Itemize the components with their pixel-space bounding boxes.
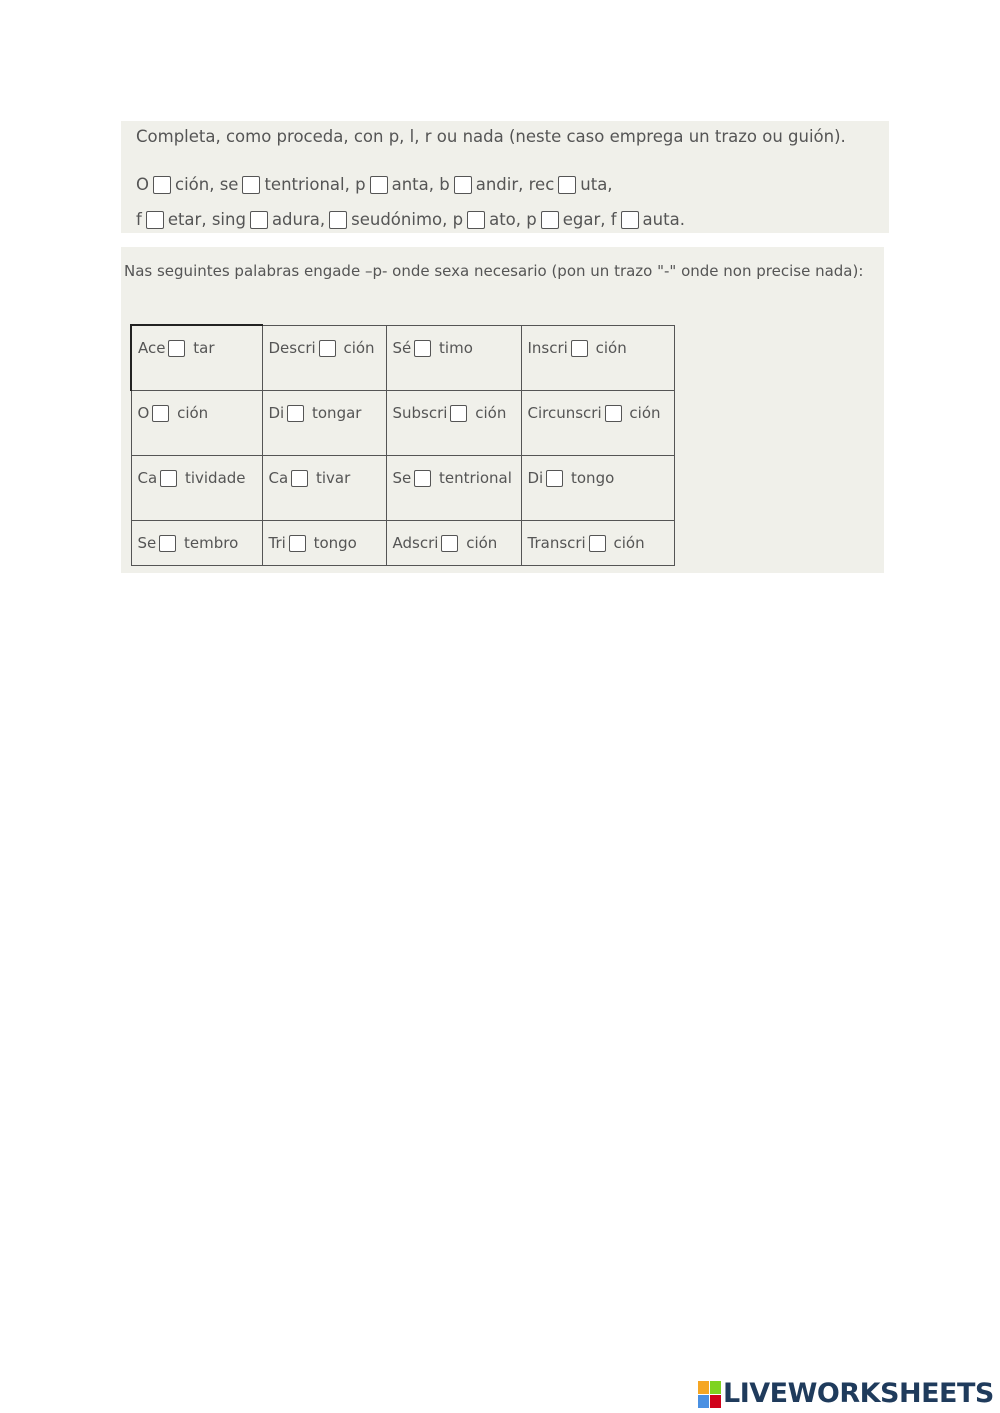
table-cell xyxy=(131,520,262,565)
table-row xyxy=(131,520,674,565)
word-table xyxy=(130,324,675,566)
word-suffix: ción xyxy=(629,403,661,422)
word-suffix: tentrional xyxy=(439,468,512,487)
answer-box[interactable] xyxy=(242,176,260,194)
answer-box[interactable] xyxy=(289,535,306,552)
answer-box[interactable] xyxy=(291,470,308,487)
line-text: ción, se xyxy=(175,175,239,194)
answer-box[interactable] xyxy=(571,340,588,357)
answer-box[interactable] xyxy=(414,340,431,357)
table-cell xyxy=(131,390,262,455)
table-cell xyxy=(521,325,674,390)
line-text: O xyxy=(136,175,149,194)
answer-box[interactable] xyxy=(605,405,622,422)
logo-text: LIVEWORKSHEETS xyxy=(723,1378,994,1409)
word-prefix: Adscri xyxy=(392,533,439,552)
word-suffix: tongo xyxy=(571,468,615,487)
word-prefix: Di xyxy=(527,468,544,487)
word-prefix: Tri xyxy=(268,533,286,552)
instruction-1: Completa, como proceda, con p, l, r ou nada (neste caso emprega un trazo ou guión). xyxy=(136,127,846,146)
line-text: adura, xyxy=(271,210,326,229)
table-row xyxy=(131,325,674,390)
word-suffix: ción xyxy=(343,338,375,357)
instruction-2: Nas seguintes palabras engade –p- onde sexa necesario (pon un trazo "-" onde non precise nada): xyxy=(124,262,864,280)
word-prefix: Transcri xyxy=(527,533,586,552)
word-suffix: timo xyxy=(439,338,473,357)
line-text: ato, p xyxy=(489,210,537,229)
table-cell xyxy=(262,455,386,520)
word-prefix: O xyxy=(137,403,150,422)
answer-box[interactable] xyxy=(589,535,606,552)
exercise-line-1 xyxy=(136,175,613,194)
line-text: tentrional, p xyxy=(264,175,366,194)
word-suffix: ción xyxy=(466,533,498,552)
answer-box[interactable] xyxy=(621,211,639,229)
answer-box[interactable] xyxy=(319,340,336,357)
line-text: anta, b xyxy=(391,175,450,194)
table-cell xyxy=(521,455,674,520)
word-suffix: ción xyxy=(177,403,209,422)
answer-box[interactable] xyxy=(467,211,485,229)
word-prefix: Se xyxy=(392,468,412,487)
line-text: f xyxy=(136,210,142,229)
line-text: auta. xyxy=(642,210,685,229)
word-prefix: Subscri xyxy=(392,403,448,422)
answer-box[interactable] xyxy=(159,535,176,552)
table-cell xyxy=(521,520,674,565)
word-prefix: Inscri xyxy=(527,338,568,357)
word-suffix: ción xyxy=(475,403,507,422)
word-suffix: tembro xyxy=(184,533,239,552)
word-prefix: Descri xyxy=(268,338,316,357)
table-cell xyxy=(386,390,521,455)
word-suffix: tongar xyxy=(312,403,362,422)
word-prefix: Circunscri xyxy=(527,403,602,422)
answer-box[interactable] xyxy=(168,340,185,357)
line-text: seudónimo, p xyxy=(351,210,464,229)
line-text: uta, xyxy=(580,175,613,194)
exercise-panel-2 xyxy=(121,247,884,573)
answer-box[interactable] xyxy=(454,176,472,194)
answer-box[interactable] xyxy=(441,535,458,552)
answer-box[interactable] xyxy=(153,176,171,194)
answer-box[interactable] xyxy=(329,211,347,229)
answer-box[interactable] xyxy=(287,405,304,422)
word-suffix: tongo xyxy=(313,533,357,552)
logo-mark-icon xyxy=(698,1381,720,1407)
table-cell xyxy=(386,455,521,520)
answer-box[interactable] xyxy=(146,211,164,229)
answer-box[interactable] xyxy=(160,470,177,487)
table-row xyxy=(131,390,674,455)
word-prefix: Sé xyxy=(392,338,412,357)
line-text: etar, sing xyxy=(167,210,246,229)
answer-box[interactable] xyxy=(414,470,431,487)
word-suffix: tar xyxy=(193,339,215,357)
table-cell xyxy=(131,455,262,520)
table-cell xyxy=(262,325,386,390)
word-prefix: Ace xyxy=(138,339,166,357)
table-cell xyxy=(386,520,521,565)
line-text: andir, rec xyxy=(475,175,555,194)
answer-box[interactable] xyxy=(546,470,563,487)
line-text: egar, f xyxy=(562,210,617,229)
answer-box[interactable] xyxy=(152,405,169,422)
word-suffix: tivar xyxy=(315,468,351,487)
exercise-panel-1 xyxy=(121,121,889,233)
answer-box[interactable] xyxy=(250,211,268,229)
word-prefix: Ca xyxy=(268,468,289,487)
word-suffix: tividade xyxy=(184,468,246,487)
answer-box[interactable] xyxy=(450,405,467,422)
table-cell xyxy=(262,390,386,455)
word-suffix: ción xyxy=(595,338,627,357)
table-cell xyxy=(262,520,386,565)
answer-box[interactable] xyxy=(370,176,388,194)
word-prefix: Di xyxy=(268,403,285,422)
answer-box[interactable] xyxy=(558,176,576,194)
table-row xyxy=(131,455,674,520)
table-cell xyxy=(386,325,521,390)
table-cell xyxy=(521,390,674,455)
word-suffix: ción xyxy=(613,533,645,552)
exercise-line-2 xyxy=(136,210,685,229)
word-prefix: Ca xyxy=(137,468,158,487)
table-cell xyxy=(131,325,262,390)
word-prefix: Se xyxy=(137,533,157,552)
answer-box[interactable] xyxy=(541,211,559,229)
liveworksheets-logo xyxy=(698,1378,994,1409)
